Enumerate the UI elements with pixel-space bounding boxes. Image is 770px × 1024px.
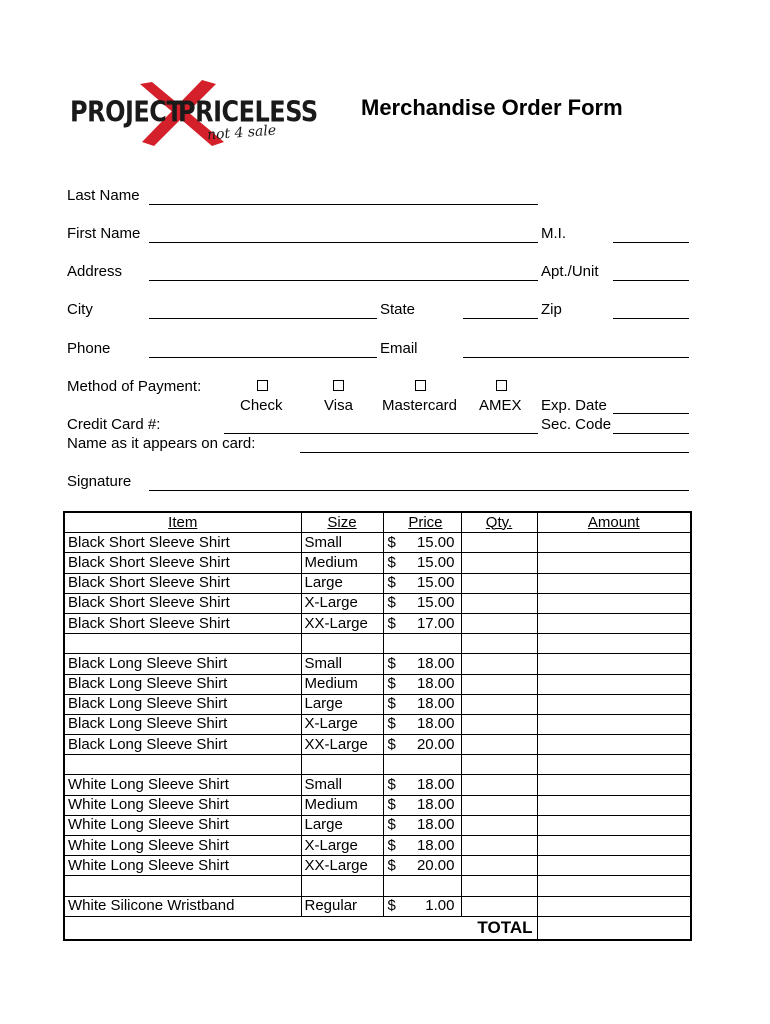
zip-field[interactable]	[613, 318, 689, 319]
size-cell	[301, 634, 383, 654]
table-row	[64, 856, 691, 876]
currency-cell: $	[383, 714, 405, 734]
price-cell: 20.00	[405, 735, 461, 755]
city-field[interactable]	[149, 318, 377, 319]
item-cell: Black Short Sleeve Shirt	[64, 553, 301, 573]
mastercard-checkbox[interactable]	[415, 380, 426, 391]
price-cell: 18.00	[405, 714, 461, 734]
price-column-header: Price	[383, 512, 461, 533]
table-row	[64, 755, 691, 775]
item-cell: Black Long Sleeve Shirt	[64, 654, 301, 674]
size-cell: X-Large	[301, 714, 383, 734]
mi-label: M.I.	[541, 225, 566, 242]
amount-cell[interactable]	[537, 815, 691, 835]
table-row	[64, 654, 691, 674]
item-cell: White Long Sleeve Shirt	[64, 775, 301, 795]
item-cell: Black Long Sleeve Shirt	[64, 714, 301, 734]
amount-cell[interactable]	[537, 856, 691, 876]
item-cell	[64, 876, 301, 896]
amount-cell[interactable]	[537, 613, 691, 633]
phone-field[interactable]	[149, 357, 377, 358]
table-row	[64, 836, 691, 856]
currency-cell: $	[383, 775, 405, 795]
check-label: Check	[240, 397, 283, 414]
currency-cell: $	[383, 836, 405, 856]
currency-cell: $	[383, 856, 405, 876]
currency-cell: $	[383, 795, 405, 815]
visa-label: Visa	[324, 397, 353, 414]
table-row	[64, 815, 691, 835]
qty-cell[interactable]	[461, 836, 537, 856]
amount-cell[interactable]	[537, 654, 691, 674]
price-cell: 18.00	[405, 795, 461, 815]
currency-cell	[383, 876, 405, 896]
logo-word-priceless: PRICELESS	[178, 95, 318, 129]
name-on-card-label: Name as it appears on card:	[67, 435, 256, 452]
zip-label: Zip	[541, 301, 562, 318]
amount-cell[interactable]	[537, 634, 691, 654]
amex-checkbox[interactable]	[496, 380, 507, 391]
qty-cell[interactable]	[461, 634, 537, 654]
table-row	[64, 694, 691, 714]
qty-cell[interactable]	[461, 573, 537, 593]
amount-cell[interactable]	[537, 694, 691, 714]
size-cell: Large	[301, 815, 383, 835]
qty-cell[interactable]	[461, 815, 537, 835]
price-cell: 15.00	[405, 553, 461, 573]
currency-cell: $	[383, 533, 405, 553]
price-cell: 17.00	[405, 613, 461, 633]
size-cell	[301, 755, 383, 775]
size-cell	[301, 876, 383, 896]
table-row	[64, 573, 691, 593]
address-label: Address	[67, 263, 123, 280]
price-cell: 18.00	[405, 836, 461, 856]
method-of-payment-label: Method of Payment:	[67, 378, 202, 395]
qty-cell[interactable]	[461, 533, 537, 553]
first-name-field[interactable]	[149, 242, 538, 243]
amount-cell[interactable]	[537, 896, 691, 916]
qty-cell[interactable]	[461, 896, 537, 916]
size-cell: X-Large	[301, 593, 383, 613]
exp-date-field[interactable]	[613, 413, 689, 414]
order-table	[63, 511, 692, 941]
sec-code-field[interactable]	[613, 433, 689, 434]
total-label: TOTAL	[64, 916, 537, 940]
city-label: City	[67, 301, 93, 318]
item-cell: Black Short Sleeve Shirt	[64, 613, 301, 633]
size-cell: XX-Large	[301, 735, 383, 755]
table-row	[64, 613, 691, 633]
qty-cell[interactable]	[461, 694, 537, 714]
currency-cell: $	[383, 815, 405, 835]
table-row	[64, 634, 691, 654]
price-cell: 18.00	[405, 694, 461, 714]
table-row	[64, 876, 691, 896]
price-cell	[405, 634, 461, 654]
credit-card-field[interactable]	[224, 433, 538, 434]
project-priceless-logo	[70, 80, 318, 150]
signature-label: Signature	[67, 473, 132, 490]
logo-word-project: PROJECT	[70, 95, 183, 129]
price-cell: 15.00	[405, 593, 461, 613]
form-title: Merchandise Order Form	[361, 95, 623, 120]
amount-cell[interactable]	[537, 836, 691, 856]
amount-column-header: Amount	[537, 512, 691, 533]
qty-cell[interactable]	[461, 654, 537, 674]
size-cell: Small	[301, 533, 383, 553]
size-cell: Medium	[301, 795, 383, 815]
last-name-field[interactable]	[149, 204, 538, 205]
order-rows	[64, 533, 691, 917]
check-checkbox[interactable]	[257, 380, 268, 391]
size-cell: Medium	[301, 674, 383, 694]
signature-field[interactable]	[149, 490, 689, 491]
currency-cell: $	[383, 654, 405, 674]
qty-cell[interactable]	[461, 775, 537, 795]
item-cell: White Long Sleeve Shirt	[64, 815, 301, 835]
qty-cell[interactable]	[461, 735, 537, 755]
qty-cell[interactable]	[461, 795, 537, 815]
amount-cell[interactable]	[537, 795, 691, 815]
state-label: State	[380, 301, 416, 318]
amount-cell[interactable]	[537, 876, 691, 896]
currency-cell: $	[383, 573, 405, 593]
size-cell: Small	[301, 775, 383, 795]
last-name-label: Last Name	[67, 187, 140, 204]
email-field[interactable]	[463, 357, 689, 358]
item-cell: White Long Sleeve Shirt	[64, 836, 301, 856]
table-row	[64, 593, 691, 613]
currency-cell: $	[383, 593, 405, 613]
table-row	[64, 533, 691, 553]
size-cell: X-Large	[301, 836, 383, 856]
price-cell	[405, 876, 461, 896]
total-amount-cell[interactable]	[537, 916, 691, 940]
currency-cell: $	[383, 553, 405, 573]
amex-label: AMEX	[479, 397, 522, 414]
table-row	[64, 553, 691, 573]
table-row	[64, 775, 691, 795]
item-column-header: Item	[64, 512, 301, 533]
qty-cell[interactable]	[461, 593, 537, 613]
price-cell: 18.00	[405, 654, 461, 674]
size-cell: Medium	[301, 553, 383, 573]
table-row	[64, 896, 691, 916]
amount-cell[interactable]	[537, 714, 691, 734]
currency-cell	[383, 755, 405, 775]
qty-column-header: Qty.	[461, 512, 537, 533]
total-row	[64, 916, 691, 940]
size-cell: Small	[301, 654, 383, 674]
table-row	[64, 795, 691, 815]
logo-tagline: not 4 sale	[206, 122, 277, 144]
item-cell: Black Long Sleeve Shirt	[64, 735, 301, 755]
currency-cell: $	[383, 613, 405, 633]
name-on-card-field[interactable]	[300, 452, 689, 453]
price-cell: 15.00	[405, 533, 461, 553]
currency-cell: $	[383, 896, 405, 916]
credit-card-label: Credit Card #:	[67, 416, 161, 433]
mi-field[interactable]	[613, 242, 689, 243]
item-cell	[64, 755, 301, 775]
table-row	[64, 674, 691, 694]
item-cell: Black Long Sleeve Shirt	[64, 694, 301, 714]
qty-cell[interactable]	[461, 674, 537, 694]
amount-cell[interactable]	[537, 533, 691, 553]
size-cell: XX-Large	[301, 856, 383, 876]
price-cell: 18.00	[405, 775, 461, 795]
amount-cell[interactable]	[537, 755, 691, 775]
qty-cell[interactable]	[461, 856, 537, 876]
item-cell: White Long Sleeve Shirt	[64, 795, 301, 815]
email-label: Email	[380, 340, 418, 357]
size-cell: Large	[301, 573, 383, 593]
price-cell: 20.00	[405, 856, 461, 876]
item-cell: Black Short Sleeve Shirt	[64, 533, 301, 553]
size-cell: Regular	[301, 896, 383, 916]
item-cell: White Long Sleeve Shirt	[64, 856, 301, 876]
qty-cell[interactable]	[461, 714, 537, 734]
apt-unit-field[interactable]	[613, 280, 689, 281]
price-cell	[405, 755, 461, 775]
size-column-header: Size	[301, 512, 383, 533]
currency-cell: $	[383, 694, 405, 714]
size-cell: Large	[301, 694, 383, 714]
qty-cell[interactable]	[461, 553, 537, 573]
first-name-label: First Name	[67, 225, 141, 242]
amount-cell[interactable]	[537, 593, 691, 613]
qty-cell[interactable]	[461, 876, 537, 896]
state-field[interactable]	[463, 318, 538, 319]
mastercard-label: Mastercard	[382, 397, 458, 414]
currency-cell	[383, 634, 405, 654]
phone-label: Phone	[67, 340, 111, 357]
address-field[interactable]	[149, 280, 538, 281]
amount-cell[interactable]	[537, 735, 691, 755]
apt-unit-label: Apt./Unit	[541, 263, 599, 280]
table-row	[64, 735, 691, 755]
table-row	[64, 714, 691, 734]
price-cell: 15.00	[405, 573, 461, 593]
currency-cell: $	[383, 674, 405, 694]
item-cell: Black Short Sleeve Shirt	[64, 593, 301, 613]
item-cell: Black Long Sleeve Shirt	[64, 674, 301, 694]
sec-code-label: Sec. Code	[541, 416, 612, 433]
price-cell: 18.00	[405, 674, 461, 694]
item-cell: White Silicone Wristband	[64, 896, 301, 916]
exp-date-label: Exp. Date	[541, 397, 607, 414]
amount-cell[interactable]	[537, 674, 691, 694]
table-header-row	[64, 512, 691, 533]
visa-checkbox[interactable]	[333, 380, 344, 391]
qty-cell[interactable]	[461, 613, 537, 633]
amount-cell[interactable]	[537, 775, 691, 795]
item-cell: Black Short Sleeve Shirt	[64, 573, 301, 593]
currency-cell: $	[383, 735, 405, 755]
amount-cell[interactable]	[537, 573, 691, 593]
item-cell	[64, 634, 301, 654]
price-cell: 18.00	[405, 815, 461, 835]
qty-cell[interactable]	[461, 755, 537, 775]
amount-cell[interactable]	[537, 553, 691, 573]
price-cell: 1.00	[405, 896, 461, 916]
size-cell: XX-Large	[301, 613, 383, 633]
